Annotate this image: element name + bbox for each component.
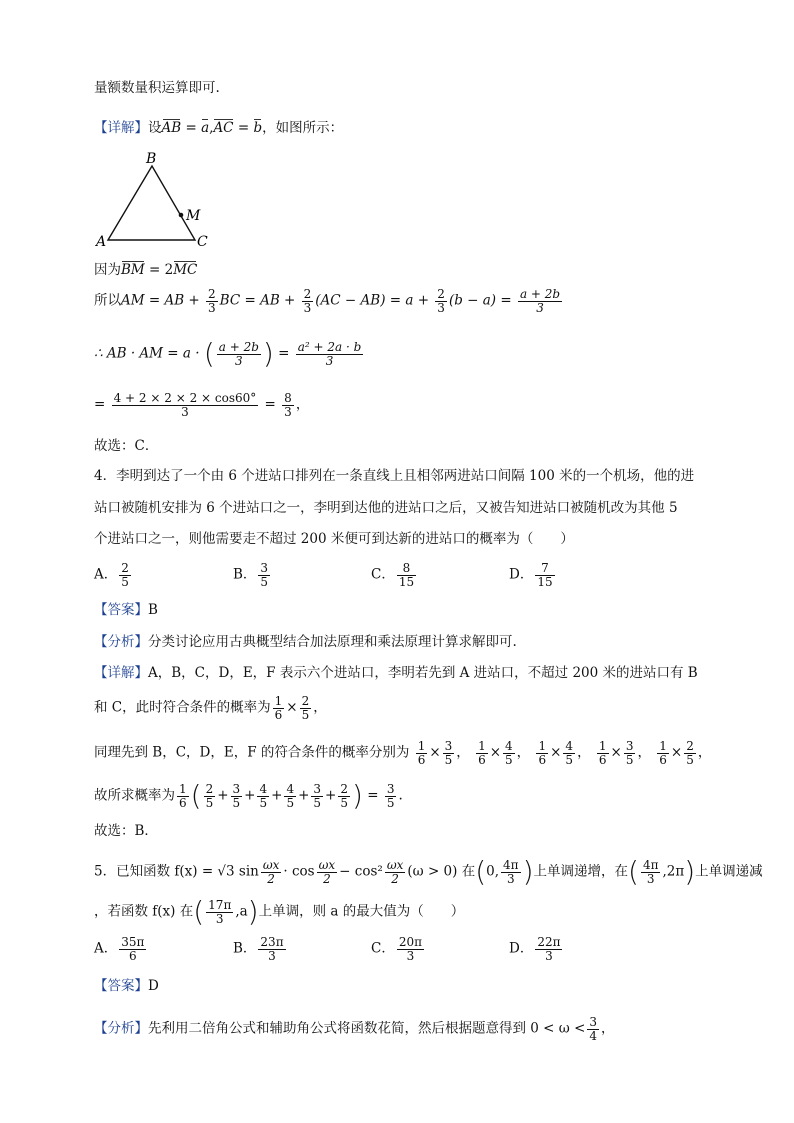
text: = [260, 396, 281, 413]
text: 故选：C． [94, 438, 159, 454]
option-d[interactable]: D． $\frac{7}{15}$ [509, 561, 553, 589]
question-4-line [94, 502, 678, 516]
label-a: A [96, 234, 107, 250]
label-b: B [146, 151, 157, 167]
text: 设 [148, 120, 162, 136]
vector: b [253, 120, 263, 136]
answer-tag: 【答案】 [94, 602, 148, 618]
detail-line [94, 122, 343, 136]
fraction: $\frac{2}{3}$ [208, 287, 216, 315]
point-m [179, 213, 184, 218]
text: 故选：B． [94, 823, 158, 839]
text: = [273, 345, 294, 362]
text: 所以 [94, 292, 121, 309]
text: , [209, 120, 214, 136]
triangle-figure [94, 150, 214, 250]
option-b[interactable]: B． $\frac{23\pi}{3}$ [233, 935, 284, 963]
text: ，如图所示： [262, 120, 344, 136]
text: = [181, 120, 202, 136]
text: ， [295, 396, 310, 413]
label-m: M [186, 208, 201, 224]
text: 个进站口之一，则他需要走不超过 200 米便可到达新的进站口的概率为（ ） [94, 531, 574, 547]
analysis-line: 【分析】先利用二倍角公式和辅助角公式将函数花简，然后根据题意得到 0 < ω < $\frac{3}{4}$ ， [94, 1015, 615, 1043]
text: 4．李明到达了一个由 6 个进站口排列在一条直线上且相邻两进站口间隔 100 米的一个机场，他的进 [94, 468, 695, 484]
text: 故所求概率为 [94, 787, 175, 804]
text: 先利用二倍角公式和辅助角公式将函数花简，然后根据题意得到 0 < ω < [148, 1020, 586, 1037]
text-line [94, 825, 158, 839]
question-4-line [94, 533, 574, 547]
text-line [94, 264, 197, 278]
detail-tag: 【详解】 [94, 120, 148, 136]
fraction: $\frac{4 + 2 \times 2 \times 2 \times \cos 60^\circ}{3}$ [113, 391, 257, 419]
option-a[interactable]: A． $\frac{2}{5}$ [94, 561, 129, 589]
option-c[interactable]: C． $\frac{8}{15}$ [371, 561, 415, 589]
formula: ∴ AB · AM = a · [94, 345, 204, 362]
fraction: $\frac{2}{3}$ [437, 287, 445, 315]
answer-line [94, 980, 159, 994]
fraction: $\frac{2}{5}$ [301, 694, 310, 722]
formula: (b − a) = [448, 292, 516, 309]
text: ，若函数 f(x) 在 [94, 903, 194, 920]
question-4-line [94, 470, 694, 484]
formula: BC = AB + [219, 292, 300, 309]
formula-line: 故所求概率为 $\frac{1}{6}$ ( $\frac{2}{5}$ + $\frac{3}{5}$ + $\frac{4}{5}$ + $\frac{4}{5}$ + $\frac{3}{5}$ + $\frac{2}{5}$ ) = $\frac{3}{5}$ . [94, 779, 403, 812]
label-c: C [197, 234, 208, 250]
vector: BM [121, 262, 145, 278]
text: = [233, 120, 254, 136]
formula-line: 同理先到 B，C，D，E，F 的符合条件的概率分别为 $\frac{1}{6}$ × $\frac{3}{5}$ ， $\frac{1}{6}$ × $\frac{4}{5}$ ， $\frac{1}{6}$ × $\frac{4}{5}$ ， $\frac{1}{6}$ × $\frac{3}{5}$ ， $\frac{1}{6}$ × $\frac{2}{5}$ ， [94, 739, 712, 767]
answer-value: D [148, 978, 159, 994]
answer-value: B [148, 602, 158, 618]
text-line [94, 82, 220, 96]
formula: (AC − AB) = a + [315, 292, 434, 309]
text: 分类讨论应用古典概型结合加法原理和乘法原理计算求解即可. [148, 634, 517, 650]
text: 因为 [94, 262, 121, 278]
formula-line [94, 288, 564, 314]
triangle-abc [108, 166, 195, 240]
text: 同理先到 B，C，D，E，F 的符合条件的概率分别为 [94, 744, 410, 761]
fraction: $\frac{a + 2b}{3}$ [519, 287, 561, 315]
paren: ( [203, 337, 215, 370]
question-5-line: 5．已知函数 f(x) = √3 sin $\frac{\omega x}{2}$ · cos $\frac{\omega x}{2}$ − cos² $\frac{\omega x}{2}$ (ω > 0) 在(0, $\frac{4\pi}{3}$ )上单调递增，在( $\frac{4\pi}{3}$ ,2π)上单调递减 [94, 855, 763, 888]
option-d[interactable]: D． $\frac{22\pi}{3}$ [509, 935, 561, 963]
vector: MC [173, 262, 198, 278]
detail-line [94, 667, 698, 681]
text: = 2 [144, 262, 174, 278]
option-b[interactable]: B． $\frac{3}{5}$ [233, 561, 269, 589]
vector: AB [161, 120, 182, 136]
text: 站口被随机安排为 6 个进站口之一，李明到达他的进站口之后，又被告知进站口被随机改为其他 5 [94, 500, 678, 516]
detail-tag: 【详解】 [94, 665, 148, 681]
option-c[interactable]: C． $\frac{20\pi}{3}$ [371, 935, 422, 963]
fraction: $\frac{\text{a² + 2a · b}}{3}$ [297, 339, 362, 368]
text: = [94, 396, 110, 413]
formula-line [94, 337, 365, 370]
text: 量额数量积运算即可. [94, 80, 220, 96]
text: 5．已知函数 f(x) = √3 sin [94, 863, 259, 880]
question-5-line: ，若函数 f(x) 在( $\frac{17\pi}{3}$ ,a)上单调，则 a 的最大值为（ ） [94, 895, 465, 928]
fraction: $\frac{2}{3}$ [303, 287, 312, 315]
option-a[interactable]: A． $\frac{35\pi}{6}$ [94, 935, 145, 963]
text: 和 C，此时符合条件的概率为 [94, 699, 271, 716]
paren: ) [262, 337, 274, 370]
formula: AM = AB + [121, 292, 205, 309]
vector: a [201, 120, 210, 136]
answer-tag: 【答案】 [94, 978, 148, 994]
text-line [94, 440, 158, 454]
fraction: $\frac{a + 2b}{3}$ [218, 339, 259, 368]
answer-line [94, 604, 158, 618]
vector: AC [213, 120, 234, 136]
fraction: $\frac{1}{6}$ [274, 694, 283, 722]
analysis-line [94, 636, 517, 650]
formula-line [94, 392, 309, 418]
analysis-tag: 【分析】 [94, 1020, 148, 1037]
analysis-tag: 【分析】 [94, 634, 148, 650]
formula-line: 和 C，此时符合条件的概率为 $\frac{1}{6}$ × $\frac{2}{5}$ ， [94, 694, 327, 722]
fraction: $\frac{8}{3}$ [284, 391, 292, 419]
text: A，B，C，D，E，F 表示六个进站口，李明若先到 A 进站口，不超过 200 米的进站口有 B [148, 665, 698, 681]
